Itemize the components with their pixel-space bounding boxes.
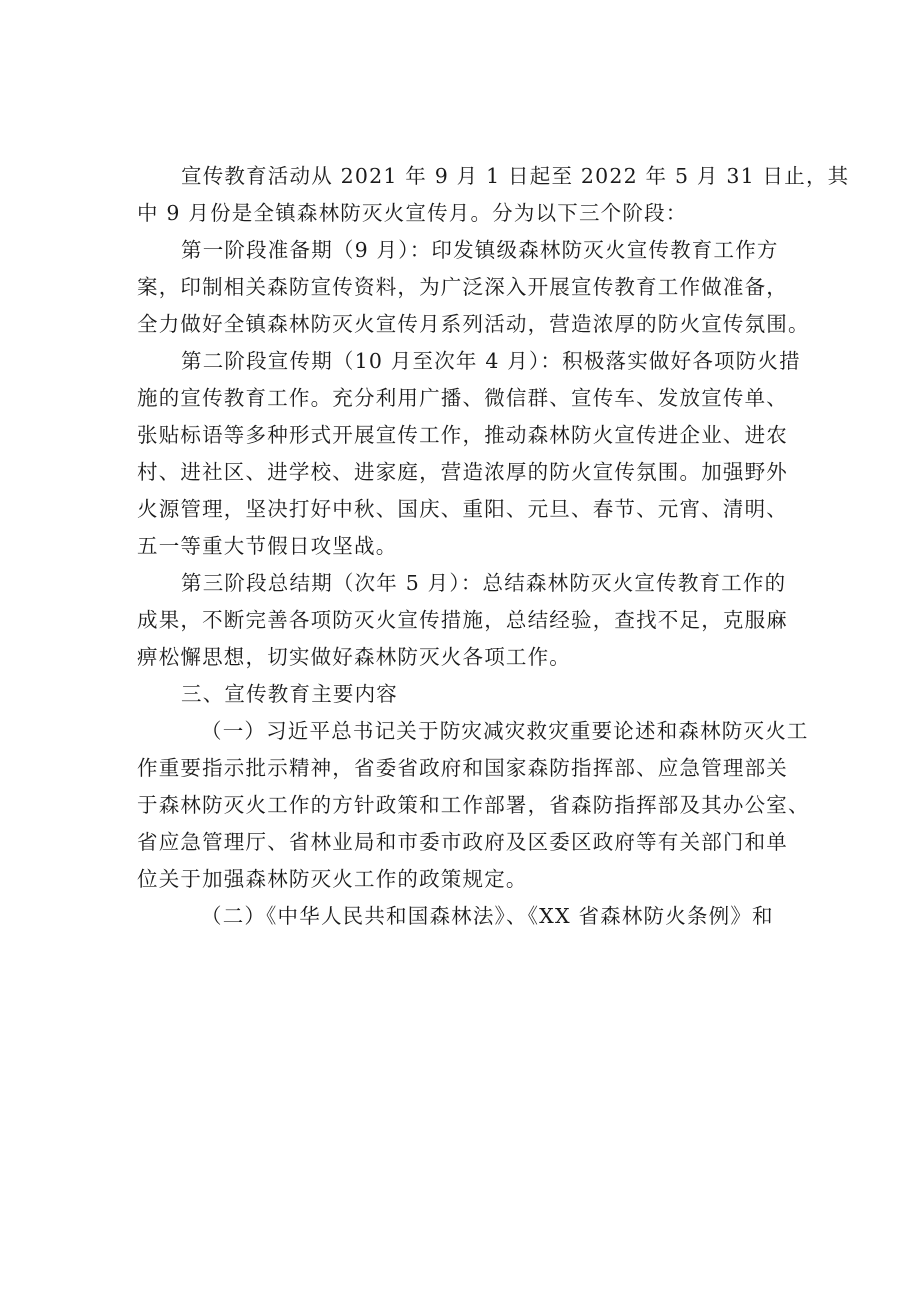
text-line: 五一等重大节假日攻坚战。: [137, 534, 398, 558]
paragraph-stage-1: [137, 232, 810, 342]
text-line: 痹松懈思想，切实做好森林防灭火各项工作。: [137, 645, 571, 669]
text-line: 省应急管理厅、省林业局和市委市政府及区委区政府等有关部门和单: [137, 830, 788, 854]
text-line: （二）《中华人民共和国森林法》、《XX 省森林防火条例》和: [201, 904, 774, 928]
section-heading: [137, 676, 797, 712]
text-line: 作重要指示批示精神，省委省政府和国家森防指挥部、应急管理部关: [137, 756, 788, 780]
text-line: 宣传教育活动从 2021 年 9 月 1 日起至 2022 年 5 月 31 日止，其: [181, 164, 850, 188]
text-line: 案，印制相关森防宣传资料，为广泛深入开展宣传教育工作做准备，: [137, 275, 788, 299]
text-line: 成果，不断完善各项防灭火宣传措施，总结经验，查找不足，克服麻: [137, 608, 788, 632]
section-heading-text: 三、宣传教育主要内容: [181, 682, 398, 706]
text-line: 于森林防灭火工作的方针政策和工作部署，省森防指挥部及其办公室、: [137, 793, 810, 817]
text-line: （一）习近平总书记关于防灾减灾救灾重要论述和森林防灭火工: [201, 719, 809, 743]
paragraph-intro: [137, 158, 850, 231]
paragraph-stage-3: [137, 565, 797, 675]
text-line: 火源管理，坚决打好中秋、国庆、重阳、元旦、春节、元宵、清明、: [137, 497, 788, 521]
text-line: 张贴标语等多种形式开展宣传工作，推动森林防火宣传进企业、进农: [137, 423, 788, 447]
text-line: 全力做好全镇森林防灭火宣传月系列活动，营造浓厚的防火宣传氛围。: [137, 312, 810, 336]
text-line: 第三阶段总结期（次年 5 月）：总结森林防灭火宣传教育工作的: [181, 571, 787, 595]
text-line: 施的宣传教育工作。充分利用广播、微信群、宣传车、发放宣传单、: [137, 386, 788, 410]
paragraph-item-1: [137, 713, 810, 897]
text-line: 中 9 月份是全镇森林防灭火宣传月。分为以下三个阶段：: [137, 201, 688, 225]
text-line: 村、进社区、进学校、进家庭，营造浓厚的防火宣传氛围。加强野外: [137, 460, 788, 484]
paragraph-stage-2: [137, 343, 801, 564]
document-body: [137, 158, 850, 935]
text-line: 位关于加强森林防灭火工作的政策规定。: [137, 867, 528, 891]
text-line: 第二阶段宣传期（10 月至次年 4 月）：积极落实做好各项防火措: [181, 349, 801, 373]
paragraph-item-2: [137, 898, 797, 934]
text-line: 第一阶段准备期（9 月）：印发镇级森林防灭火宣传教育工作方: [181, 238, 779, 262]
